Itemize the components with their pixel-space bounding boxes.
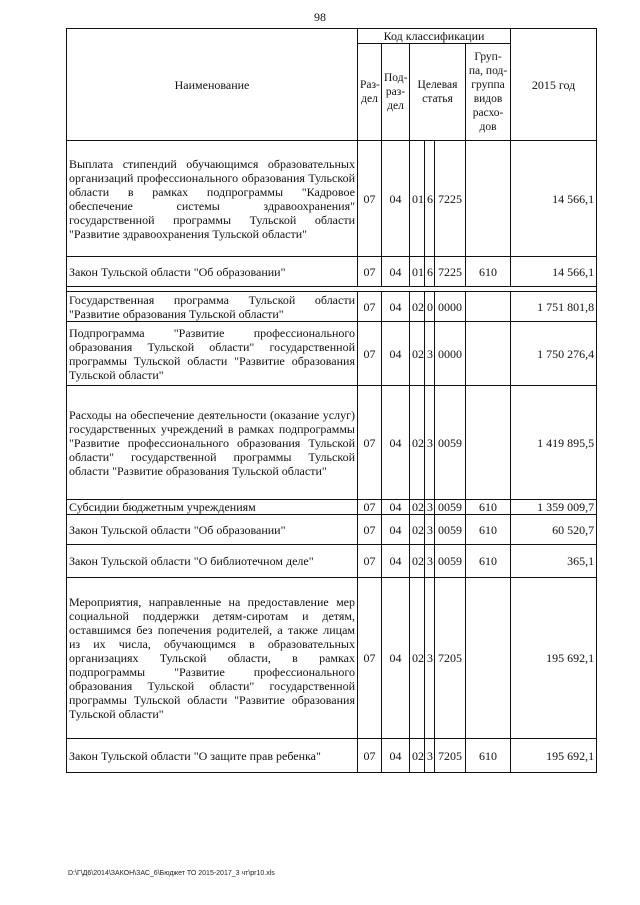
row-target-direction: 0059 bbox=[435, 500, 466, 515]
row-target-direction: 7205 bbox=[435, 578, 466, 739]
row-target-program: 02 bbox=[410, 292, 425, 322]
row-expense-group bbox=[466, 578, 511, 739]
row-name: Государственная программа Тульской области "Развитие образования Тульской области" bbox=[67, 292, 358, 322]
row-target-direction: 7225 bbox=[435, 257, 466, 287]
table-row bbox=[67, 322, 597, 386]
row-sum: 1 751 801,8 bbox=[511, 292, 597, 322]
row-podrazdel: 04 bbox=[382, 386, 410, 500]
row-target-subprogram: 6 bbox=[425, 257, 435, 287]
table-row bbox=[67, 292, 597, 322]
row-target-direction: 0000 bbox=[435, 292, 466, 322]
header-year: 2015 год bbox=[511, 29, 597, 141]
row-target-subprogram: 0 bbox=[425, 292, 435, 322]
row-target-subprogram: 3 bbox=[425, 739, 435, 773]
table-row bbox=[67, 257, 597, 287]
page-number: 98 bbox=[314, 10, 326, 24]
row-sum: 14 566,1 bbox=[511, 257, 597, 287]
row-target-subprogram: 3 bbox=[425, 322, 435, 386]
row-razdel: 07 bbox=[358, 515, 382, 545]
row-podrazdel: 04 bbox=[382, 141, 410, 257]
row-razdel: 07 bbox=[358, 292, 382, 322]
row-target-program: 02 bbox=[410, 500, 425, 515]
row-target-direction: 0059 bbox=[435, 545, 466, 578]
row-target-direction: 7225 bbox=[435, 141, 466, 257]
row-expense-group: 610 bbox=[466, 739, 511, 773]
row-razdel: 07 bbox=[358, 739, 382, 773]
row-expense-group: 610 bbox=[466, 257, 511, 287]
row-podrazdel: 04 bbox=[382, 292, 410, 322]
row-expense-group bbox=[466, 386, 511, 500]
row-name: Закон Тульской области "Об образовании" bbox=[67, 515, 358, 545]
header-tselevaya: Целевая статья bbox=[410, 44, 466, 141]
row-name: Субсидии бюджетным учреждениям bbox=[67, 500, 358, 515]
row-sum: 1 359 009,7 bbox=[511, 500, 597, 515]
row-podrazdel: 04 bbox=[382, 515, 410, 545]
row-podrazdel: 04 bbox=[382, 257, 410, 287]
row-sum: 1 419 895,5 bbox=[511, 386, 597, 500]
table-row bbox=[67, 578, 597, 739]
table-row bbox=[67, 386, 597, 500]
row-razdel: 07 bbox=[358, 386, 382, 500]
row-expense-group: 610 bbox=[466, 545, 511, 578]
row-sum: 1 750 276,4 bbox=[511, 322, 597, 386]
table-row bbox=[67, 545, 597, 578]
header-name: Наименование bbox=[67, 29, 358, 141]
header-code: Код классификации bbox=[358, 29, 511, 44]
row-sum: 195 692,1 bbox=[511, 739, 597, 773]
row-name: Закон Тульской области "Об образовании" bbox=[67, 257, 358, 287]
row-name: Закон Тульской области "О защите прав ребенка" bbox=[67, 739, 358, 773]
row-target-program: 02 bbox=[410, 578, 425, 739]
row-target-program: 01 bbox=[410, 141, 425, 257]
table-row bbox=[67, 500, 597, 515]
row-target-program: 02 bbox=[410, 739, 425, 773]
row-target-subprogram: 3 bbox=[425, 578, 435, 739]
row-target-direction: 7205 bbox=[435, 739, 466, 773]
row-target-program: 02 bbox=[410, 322, 425, 386]
table-row bbox=[67, 141, 597, 257]
row-expense-group: 610 bbox=[466, 500, 511, 515]
row-razdel: 07 bbox=[358, 500, 382, 515]
row-target-program: 02 bbox=[410, 386, 425, 500]
file-path-footer: D:\Г\Д6\2014\ЗАКОН\ЗАС_6\Бюджет ТО 2015-2017_3 чт\pr10.xls bbox=[68, 870, 275, 877]
row-razdel: 07 bbox=[358, 578, 382, 739]
table-row bbox=[67, 739, 597, 773]
row-name: Подпрограмма "Развитие профессионального образования Тульской области" государственной программы Тульской области "Развитие образования Тульской области" bbox=[67, 322, 358, 386]
row-target-subprogram: 3 bbox=[425, 545, 435, 578]
budget-table bbox=[66, 28, 597, 773]
row-razdel: 07 bbox=[358, 257, 382, 287]
row-podrazdel: 04 bbox=[382, 739, 410, 773]
row-sum: 14 566,1 bbox=[511, 141, 597, 257]
row-name: Выплата стипендий обучающимся образовательных организаций профессионального образования Тульской области в рамках подпрограммы "Кадровое обеспечение системы здравоохранения" государственной программы Тульской области "Развитие здравоохранения Тульской области" bbox=[67, 141, 358, 257]
row-sum: 60 520,7 bbox=[511, 515, 597, 545]
row-name: Мероприятия, направленные на предоставление мер социальной поддержки детям-сиротам и детям, оставшимся без попечения родителей, а также лицам из их числа, обучающимся в образовательных организациях Тульской области, в рамках подпрограммы "Развитие профессионального образования Тульской области" государственной программы Тульской области "Развитие образования Тульской области" bbox=[67, 578, 358, 739]
header-razdel: Раз-дел bbox=[358, 44, 382, 141]
row-target-subprogram: 3 bbox=[425, 386, 435, 500]
row-target-direction: 0059 bbox=[435, 515, 466, 545]
row-expense-group bbox=[466, 322, 511, 386]
row-razdel: 07 bbox=[358, 545, 382, 578]
header-gruppa: Груп-па, под-группа видов расхо-дов bbox=[466, 44, 511, 141]
row-podrazdel: 04 bbox=[382, 500, 410, 515]
row-expense-group bbox=[466, 141, 511, 257]
header-podrazdel: Под-раз-дел bbox=[382, 44, 410, 141]
row-target-program: 02 bbox=[410, 545, 425, 578]
row-razdel: 07 bbox=[358, 322, 382, 386]
row-target-program: 02 bbox=[410, 515, 425, 545]
table-row bbox=[67, 515, 597, 545]
row-expense-group: 610 bbox=[466, 515, 511, 545]
row-podrazdel: 04 bbox=[382, 322, 410, 386]
row-sum: 195 692,1 bbox=[511, 578, 597, 739]
row-name: Закон Тульской области "О библиотечном деле" bbox=[67, 545, 358, 578]
row-expense-group bbox=[466, 292, 511, 322]
row-name: Расходы на обеспечение деятельности (оказание услуг) государственных учреждений в рамках подпрограммы "Развитие профессионального образования Тульской области" государственной программы Тульской области "Развитие образования Тульской области" bbox=[67, 386, 358, 500]
row-sum: 365,1 bbox=[511, 545, 597, 578]
row-target-subprogram: 6 bbox=[425, 141, 435, 257]
row-target-direction: 0059 bbox=[435, 386, 466, 500]
row-podrazdel: 04 bbox=[382, 578, 410, 739]
row-target-subprogram: 3 bbox=[425, 515, 435, 545]
row-podrazdel: 04 bbox=[382, 545, 410, 578]
row-target-direction: 0000 bbox=[435, 322, 466, 386]
row-razdel: 07 bbox=[358, 141, 382, 257]
row-target-subprogram: 3 bbox=[425, 500, 435, 515]
row-target-program: 01 bbox=[410, 257, 425, 287]
